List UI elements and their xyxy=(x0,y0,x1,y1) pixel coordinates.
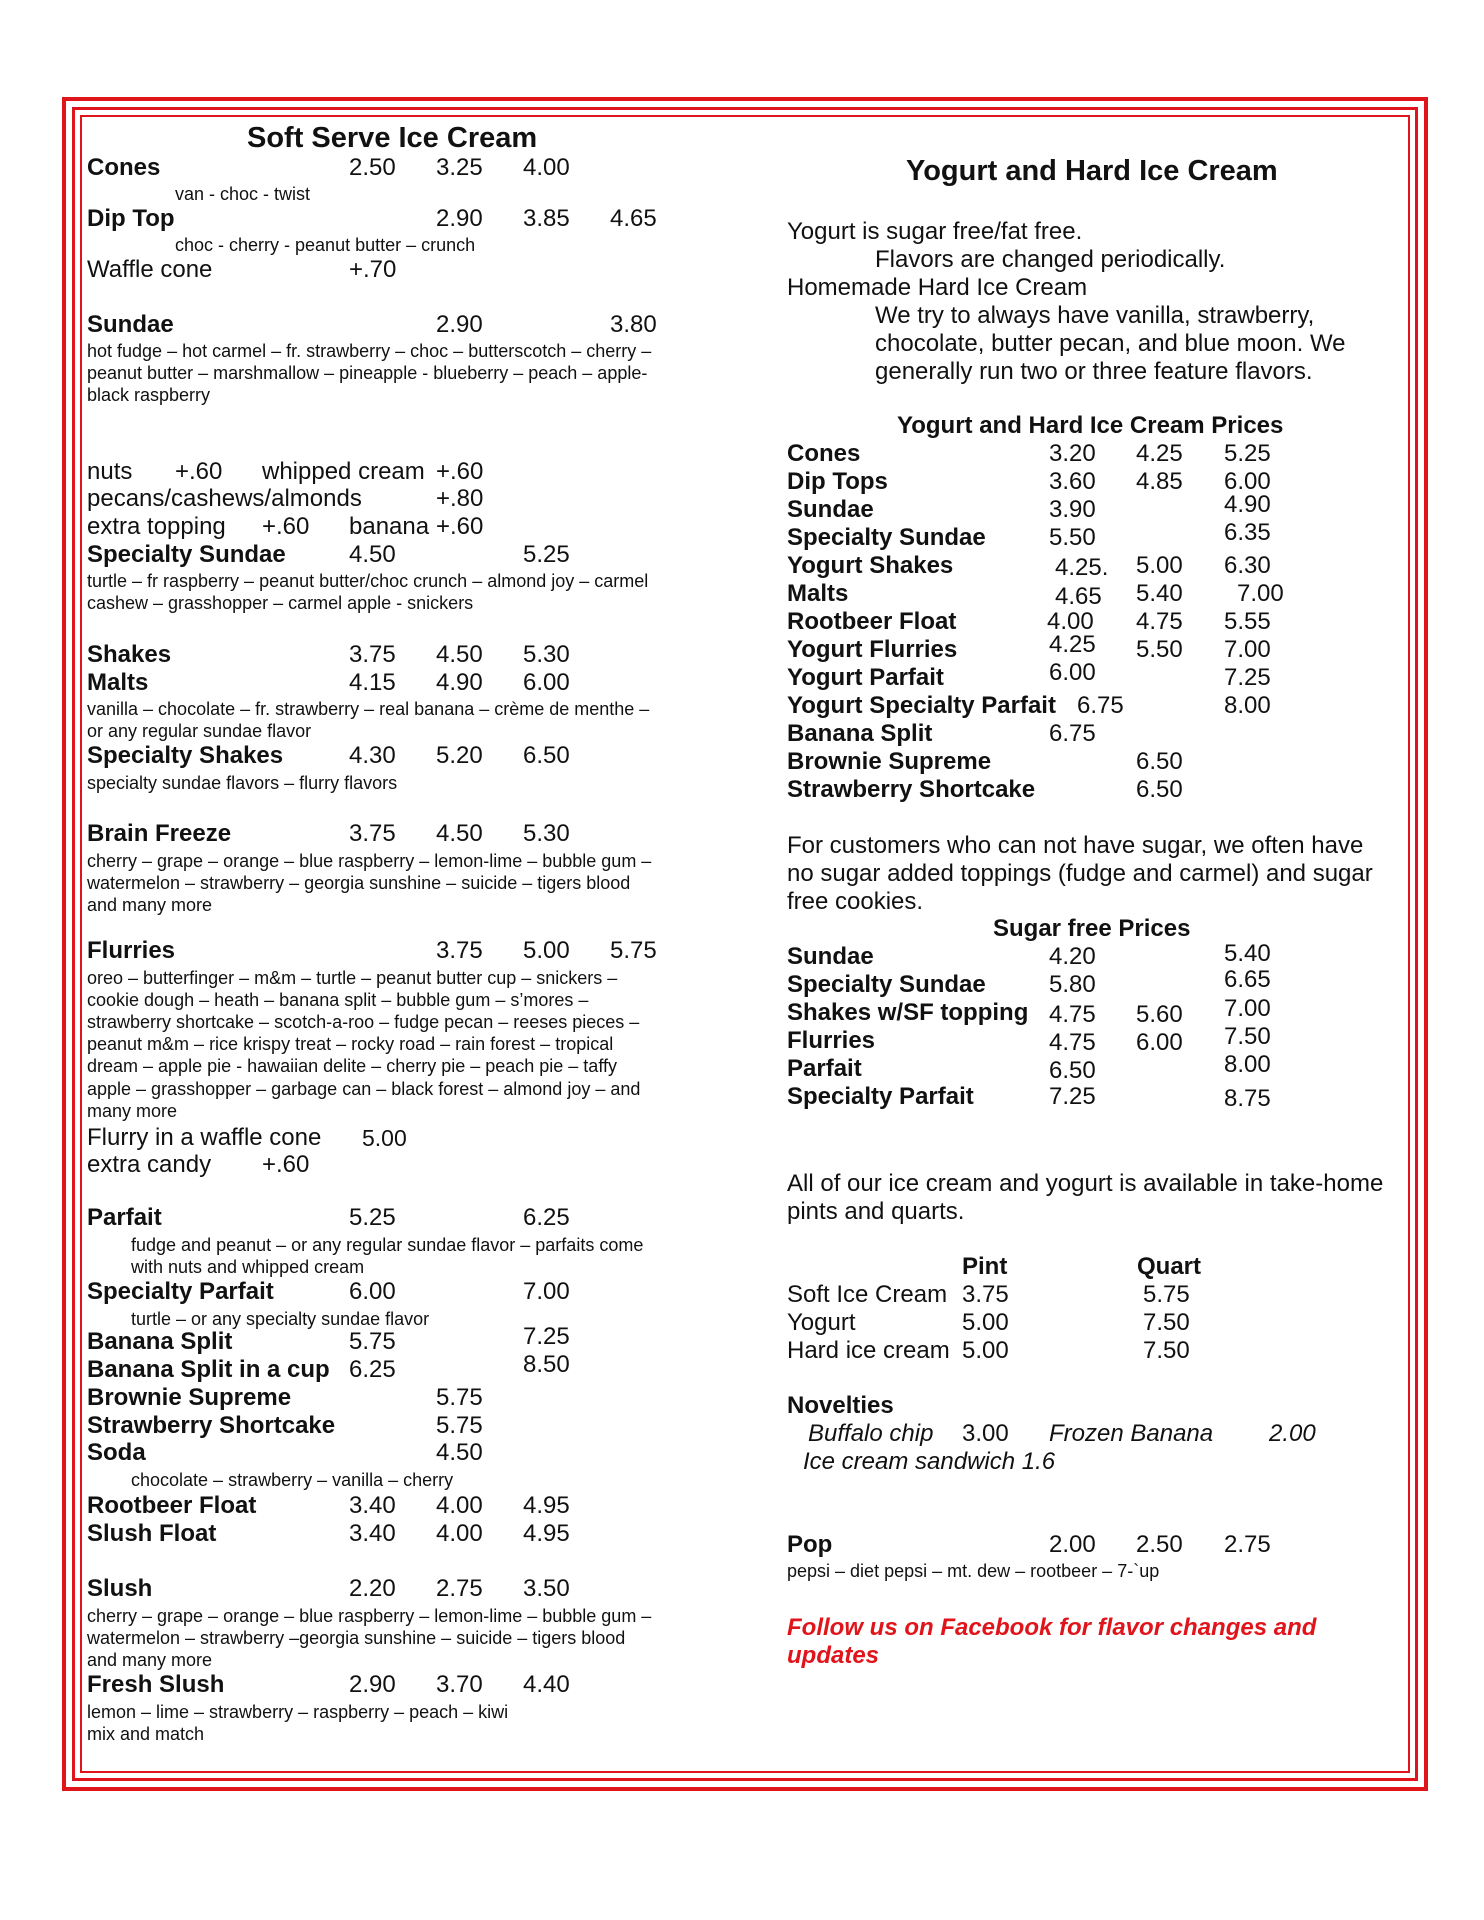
cones-price-small: 2.50 xyxy=(349,154,396,181)
intro-line-3: Homemade Hard Ice Cream xyxy=(787,274,1088,301)
pint-header: Pint xyxy=(962,1253,1008,1280)
frozen-banana-name: Frozen Banana xyxy=(1049,1420,1214,1447)
yogurt-prices-title: Yogurt and Hard Ice Cream Prices xyxy=(897,412,1284,439)
yogurt-banana-split-price-1: 6.75 xyxy=(1049,720,1096,747)
yogurt-flurries-price-2: 5.50 xyxy=(1136,636,1183,663)
fresh-slush-name: Fresh Slush xyxy=(87,1671,225,1698)
takehome-yogurt-name: Yogurt xyxy=(787,1309,856,1336)
brain-freeze-desc-2: watermelon – strawberry – georgia sunshine – suicide – tigers blood xyxy=(87,873,631,893)
pecans-label: pecans/cashews/almonds xyxy=(87,485,362,512)
yogurt-specialty-parfait-name: Yogurt Specialty Parfait xyxy=(787,692,1056,719)
intro-line-4: We try to always have vanilla, strawberry, xyxy=(875,302,1315,329)
sundae-desc-2: peanut butter – marshmallow – pineapple - blueberry – peach – apple- xyxy=(87,363,648,383)
sf-flurries-price-3: 7.50 xyxy=(1224,1023,1271,1050)
banana-split-price-large: 7.25 xyxy=(523,1323,570,1350)
brownie-supreme-price: 5.75 xyxy=(436,1384,483,1411)
malts-price-medium: 4.90 xyxy=(436,669,483,696)
yogurt-shakes-price-1: 4.25. xyxy=(1055,554,1109,581)
specialty-parfait-price-small: 6.00 xyxy=(349,1278,396,1305)
banana-split-cup-price-large: 8.50 xyxy=(523,1351,570,1378)
sugar-note-3: free cookies. xyxy=(787,888,924,915)
yogurt-rootbeer-float-price-1: 4.00 xyxy=(1047,608,1094,635)
yogurt-banana-split-name: Banana Split xyxy=(787,720,933,747)
strawberry-shortcake-price: 5.75 xyxy=(436,1412,483,1439)
yogurt-cones-price-3: 5.25 xyxy=(1224,440,1271,467)
cones-price-medium: 3.25 xyxy=(436,154,483,181)
specialty-shakes-price-small: 4.30 xyxy=(349,742,396,769)
slush-price-small: 2.20 xyxy=(349,1575,396,1602)
takehome-hard-pint: 5.00 xyxy=(962,1337,1009,1364)
slush-desc-1: cherry – grape – orange – blue raspberry – lemon-lime – bubble gum – xyxy=(87,1606,652,1626)
sundae-price-small: 2.90 xyxy=(436,311,483,338)
sf-flurries-price-2: 6.00 xyxy=(1136,1029,1183,1056)
yogurt-shakes-price-3: 6.30 xyxy=(1224,552,1271,579)
brain-freeze-name: Brain Freeze xyxy=(87,820,232,847)
pop-name: Pop xyxy=(787,1531,833,1558)
sundae-name: Sundae xyxy=(87,311,174,338)
intro-line-5: chocolate, butter pecan, and blue moon. We xyxy=(875,330,1346,357)
yogurt-rootbeer-float-price-2: 4.75 xyxy=(1136,608,1183,635)
yogurt-malts-name: Malts xyxy=(787,580,849,607)
takehome-yogurt-pint: 5.00 xyxy=(962,1309,1009,1336)
flurry-waffle-price: 5.00 xyxy=(362,1125,407,1151)
banana-split-cup-name: Banana Split in a cup xyxy=(87,1356,330,1383)
extra-candy-price: +.60 xyxy=(262,1151,310,1178)
waffle-cone-name: Waffle cone xyxy=(87,256,213,283)
parfait-desc-1: fudge and peanut – or any regular sundae flavor – parfaits come xyxy=(131,1235,644,1255)
flurries-desc-1: oreo – butterfinger – m&m – turtle – peanut butter cup – snickers – xyxy=(87,968,618,988)
banana-label: banana xyxy=(349,513,430,540)
pop-price-large: 2.75 xyxy=(1224,1531,1271,1558)
yogurt-cones-price-2: 4.25 xyxy=(1136,440,1183,467)
slush-price-medium: 2.75 xyxy=(436,1575,483,1602)
specialty-sundae-name: Specialty Sundae xyxy=(87,541,286,568)
rootbeer-float-name: Rootbeer Float xyxy=(87,1492,257,1519)
parfait-desc-2: with nuts and whipped cream xyxy=(131,1257,365,1277)
takehome-line-2: pints and quarts. xyxy=(787,1198,965,1225)
pecans-price: +.80 xyxy=(436,485,484,512)
soda-name: Soda xyxy=(87,1439,146,1466)
malts-desc-2: or any regular sundae flavor xyxy=(87,721,312,741)
flurries-desc-4: peanut m&m – rice krispy treat – rocky road – rain forest – tropical xyxy=(87,1034,614,1054)
yogurt-strawberry-shortcake-name: Strawberry Shortcake xyxy=(787,776,1036,803)
slush-float-price-large: 4.95 xyxy=(523,1520,570,1547)
specialty-shakes-desc: specialty sundae flavors – flurry flavors xyxy=(87,773,398,793)
takehome-soft-quart: 5.75 xyxy=(1143,1281,1190,1308)
specialty-shakes-name: Specialty Shakes xyxy=(87,742,284,769)
sf-specialty-parfait-price-1: 7.25 xyxy=(1049,1083,1096,1110)
flurries-price-small: 3.75 xyxy=(436,937,483,964)
shakes-price-medium: 4.50 xyxy=(436,641,483,668)
novelties-title: Novelties xyxy=(787,1392,894,1419)
nuts-price: +.60 xyxy=(175,458,223,485)
extra-topping-price: +.60 xyxy=(262,513,310,540)
flurries-desc-6: apple – grasshopper – garbage can – black forest – almond joy – and xyxy=(87,1079,641,1099)
yogurt-malts-price-2: 5.40 xyxy=(1136,580,1183,607)
banana-split-cup-price-small: 6.25 xyxy=(349,1356,396,1383)
fresh-slush-desc-1: lemon – lime – strawberry – raspberry – peach – kiwi xyxy=(87,1702,509,1722)
slush-desc-2: watermelon – strawberry –georgia sunshine – suicide – tigers blood xyxy=(87,1628,626,1648)
flurries-desc-2: cookie dough – heath – banana split – bubble gum – s’mores – xyxy=(87,990,589,1010)
sf-parfait-price-1: 6.50 xyxy=(1049,1057,1096,1084)
yogurt-strawberry-shortcake-price-2: 6.50 xyxy=(1136,776,1183,803)
yogurt-specialty-parfait-price-3: 8.00 xyxy=(1224,692,1271,719)
yogurt-parfait-name: Yogurt Parfait xyxy=(787,664,944,691)
brain-freeze-price-small: 3.75 xyxy=(349,820,396,847)
dip-top-desc: choc - cherry - peanut butter – crunch xyxy=(175,235,476,255)
dip-top-price-large: 4.65 xyxy=(610,205,657,232)
flurries-desc-5: dream – apple pie - hawaiian delite – cherry pie – peach pie – taffy xyxy=(87,1056,617,1076)
buffalo-chip-price: 3.00 xyxy=(962,1420,1009,1447)
yogurt-flurries-price-1: 4.25 xyxy=(1049,631,1096,658)
takehome-hard-quart: 7.50 xyxy=(1143,1337,1190,1364)
slush-name: Slush xyxy=(87,1575,153,1602)
malts-desc-1: vanilla – chocolate – fr. strawberry – real banana – crème de menthe – xyxy=(87,699,650,719)
soda-desc: chocolate – strawberry – vanilla – cherry xyxy=(131,1470,454,1490)
specialty-sundae-desc-1: turtle – fr raspberry – peanut butter/choc crunch – almond joy – carmel xyxy=(87,571,649,591)
fresh-slush-price-large: 4.40 xyxy=(523,1671,570,1698)
malts-name: Malts xyxy=(87,669,149,696)
banana-split-name: Banana Split xyxy=(87,1328,233,1355)
banana-split-price-small: 5.75 xyxy=(349,1328,396,1355)
specialty-parfait-name: Specialty Parfait xyxy=(87,1278,274,1305)
sundae-desc-1: hot fudge – hot carmel – fr. strawberry – choc – butterscotch – cherry – xyxy=(87,341,652,361)
yogurt-flurries-price-3: 7.00 xyxy=(1224,636,1271,663)
rootbeer-float-price-large: 4.95 xyxy=(523,1492,570,1519)
yogurt-rootbeer-float-price-3: 5.55 xyxy=(1224,608,1271,635)
sf-shakes-price-3: 7.00 xyxy=(1224,995,1271,1022)
shakes-price-large: 5.30 xyxy=(523,641,570,668)
banana-price: +.60 xyxy=(436,513,484,540)
facebook-note-1: Follow us on Facebook for flavor changes and xyxy=(787,1614,1317,1641)
yogurt-specialty-sundae-name: Specialty Sundae xyxy=(787,524,986,551)
yogurt-brownie-supreme-price-2: 6.50 xyxy=(1136,748,1183,775)
yogurt-parfait-price-1: 6.00 xyxy=(1049,659,1096,686)
yogurt-flurries-name: Yogurt Flurries xyxy=(787,636,958,663)
parfait-price-small: 5.25 xyxy=(349,1204,396,1231)
yogurt-rootbeer-float-name: Rootbeer Float xyxy=(787,608,957,635)
cones-desc: van - choc - twist xyxy=(175,184,311,204)
yogurt-title: Yogurt and Hard Ice Cream xyxy=(906,155,1278,187)
yogurt-dip-tops-price-2: 4.85 xyxy=(1136,468,1183,495)
yogurt-specialty-sundae-price-1: 5.50 xyxy=(1049,524,1096,551)
sf-shakes-price-1: 4.75 xyxy=(1049,1001,1096,1028)
slush-float-price-small: 3.40 xyxy=(349,1520,396,1547)
nuts-label: nuts xyxy=(87,458,133,485)
yogurt-shakes-price-2: 5.00 xyxy=(1136,552,1183,579)
specialty-shakes-price-medium: 5.20 xyxy=(436,742,483,769)
sf-shakes-name: Shakes w/SF topping xyxy=(787,999,1029,1026)
brain-freeze-desc-1: cherry – grape – orange – blue raspberry – lemon-lime – bubble gum – xyxy=(87,851,652,871)
sf-sundae-price-3: 5.40 xyxy=(1224,940,1271,967)
strawberry-shortcake-name: Strawberry Shortcake xyxy=(87,1412,336,1439)
yogurt-malts-price-3: 7.00 xyxy=(1237,580,1284,607)
shakes-name: Shakes xyxy=(87,641,172,668)
yogurt-cones-name: Cones xyxy=(787,440,861,467)
slush-price-large: 3.50 xyxy=(523,1575,570,1602)
sf-parfait-name: Parfait xyxy=(787,1055,862,1082)
yogurt-sundae-name: Sundae xyxy=(787,496,874,523)
brain-freeze-desc-3: and many more xyxy=(87,895,213,915)
quart-header: Quart xyxy=(1137,1253,1202,1280)
sf-parfait-price-3: 8.00 xyxy=(1224,1051,1271,1078)
yogurt-brownie-supreme-name: Brownie Supreme xyxy=(787,748,992,775)
soft-serve-title: Soft Serve Ice Cream xyxy=(247,122,538,154)
sf-specialty-parfait-name: Specialty Parfait xyxy=(787,1083,974,1110)
yogurt-dip-tops-name: Dip Tops xyxy=(787,468,888,495)
flurries-desc-7: many more xyxy=(87,1101,178,1121)
intro-line-6: generally run two or three feature flavors. xyxy=(875,358,1313,385)
yogurt-malts-price-1: 4.65 xyxy=(1055,583,1102,610)
yogurt-sundae-price-1: 3.90 xyxy=(1049,496,1096,523)
yogurt-parfait-price-3: 7.25 xyxy=(1224,664,1271,691)
takehome-soft-pint: 3.75 xyxy=(962,1281,1009,1308)
pop-price-medium: 2.50 xyxy=(1136,1531,1183,1558)
fresh-slush-price-medium: 3.70 xyxy=(436,1671,483,1698)
extra-topping-label: extra topping xyxy=(87,513,226,540)
specialty-shakes-price-large: 6.50 xyxy=(523,742,570,769)
yogurt-specialty-parfait-price-1: 6.75 xyxy=(1077,692,1124,719)
sf-flurries-price-1: 4.75 xyxy=(1049,1029,1096,1056)
yogurt-specialty-sundae-price-3: 6.35 xyxy=(1224,519,1271,546)
takehome-soft-name: Soft Ice Cream xyxy=(787,1281,948,1308)
sf-sundae-name: Sundae xyxy=(787,943,874,970)
sf-shakes-price-2: 5.60 xyxy=(1136,1001,1183,1028)
sugar-note-1: For customers who can not have sugar, we often have xyxy=(787,832,1364,859)
slush-float-price-medium: 4.00 xyxy=(436,1520,483,1547)
specialty-sundae-price-small: 4.50 xyxy=(349,541,396,568)
slush-desc-3: and many more xyxy=(87,1650,213,1670)
ice-cream-sandwich: Ice cream sandwich 1.6 xyxy=(803,1448,1056,1475)
pop-price-small: 2.00 xyxy=(1049,1531,1096,1558)
frozen-banana-price: 2.00 xyxy=(1269,1420,1316,1447)
takehome-hard-name: Hard ice cream xyxy=(787,1337,950,1364)
rootbeer-float-price-medium: 4.00 xyxy=(436,1492,483,1519)
yogurt-sundae-price-3: 4.90 xyxy=(1224,491,1271,518)
cones-name: Cones xyxy=(87,154,161,181)
flurries-price-medium: 5.00 xyxy=(523,937,570,964)
sugar-free-title: Sugar free Prices xyxy=(993,915,1191,942)
specialty-sundae-desc-2: cashew – grasshopper – carmel apple - snickers xyxy=(87,593,474,613)
soda-price: 4.50 xyxy=(436,1439,483,1466)
takehome-line-1: All of our ice cream and yogurt is available in take-home xyxy=(787,1170,1384,1197)
shakes-price-small: 3.75 xyxy=(349,641,396,668)
brain-freeze-price-large: 5.30 xyxy=(523,820,570,847)
fresh-slush-desc-2: mix and match xyxy=(87,1724,205,1744)
yogurt-shakes-name: Yogurt Shakes xyxy=(787,552,954,579)
parfait-price-large: 6.25 xyxy=(523,1204,570,1231)
cones-price-large: 4.00 xyxy=(523,154,570,181)
whipped-cream-price: +.60 xyxy=(436,458,484,485)
sugar-note-2: no sugar added toppings (fudge and carmel) and sugar xyxy=(787,860,1373,887)
flurries-name: Flurries xyxy=(87,937,176,964)
malts-price-small: 4.15 xyxy=(349,669,396,696)
sf-specialty-parfait-price-3: 8.75 xyxy=(1224,1085,1271,1112)
waffle-cone-price: +.70 xyxy=(349,256,397,283)
yogurt-dip-tops-price-3: 6.00 xyxy=(1224,468,1271,495)
slush-float-name: Slush Float xyxy=(87,1520,217,1547)
specialty-parfait-desc: turtle – or any specialty sundae flavor xyxy=(131,1309,430,1329)
brownie-supreme-name: Brownie Supreme xyxy=(87,1384,292,1411)
malts-price-large: 6.00 xyxy=(523,669,570,696)
flurry-waffle-name: Flurry in a waffle cone xyxy=(87,1124,322,1151)
flurries-price-large: 5.75 xyxy=(610,937,657,964)
specialty-sundae-price-large: 5.25 xyxy=(523,541,570,568)
brain-freeze-price-medium: 4.50 xyxy=(436,820,483,847)
sundae-desc-3: black raspberry xyxy=(87,385,211,405)
takehome-yogurt-quart: 7.50 xyxy=(1143,1309,1190,1336)
sf-sundae-price-1: 4.20 xyxy=(1049,943,1096,970)
sundae-price-large: 3.80 xyxy=(610,311,657,338)
facebook-note-2: updates xyxy=(787,1642,880,1669)
intro-line-2: Flavors are changed periodically. xyxy=(875,246,1226,273)
intro-line-1: Yogurt is sugar free/fat free. xyxy=(787,218,1083,245)
pop-desc: pepsi – diet pepsi – mt. dew – rootbeer – 7-`up xyxy=(787,1561,1160,1581)
yogurt-cones-price-1: 3.20 xyxy=(1049,440,1096,467)
rootbeer-float-price-small: 3.40 xyxy=(349,1492,396,1519)
sf-flurries-name: Flurries xyxy=(787,1027,876,1054)
sf-specialty-sundae-price-1: 5.80 xyxy=(1049,971,1096,998)
sf-specialty-sundae-price-3: 6.65 xyxy=(1224,966,1271,993)
dip-top-name: Dip Top xyxy=(87,205,175,232)
dip-top-price-small: 2.90 xyxy=(436,205,483,232)
yogurt-dip-tops-price-1: 3.60 xyxy=(1049,468,1096,495)
specialty-parfait-price-large: 7.00 xyxy=(523,1278,570,1305)
flurries-desc-3: strawberry shortcake – scotch-a-roo – fudge pecan – reeses pieces – xyxy=(87,1012,640,1032)
extra-candy-name: extra candy xyxy=(87,1151,212,1178)
parfait-name: Parfait xyxy=(87,1204,162,1231)
sf-specialty-sundae-name: Specialty Sundae xyxy=(787,971,986,998)
whipped-cream-label: whipped cream xyxy=(262,458,425,485)
fresh-slush-price-small: 2.90 xyxy=(349,1671,396,1698)
buffalo-chip-name: Buffalo chip xyxy=(808,1420,934,1447)
dip-top-price-medium: 3.85 xyxy=(523,205,570,232)
